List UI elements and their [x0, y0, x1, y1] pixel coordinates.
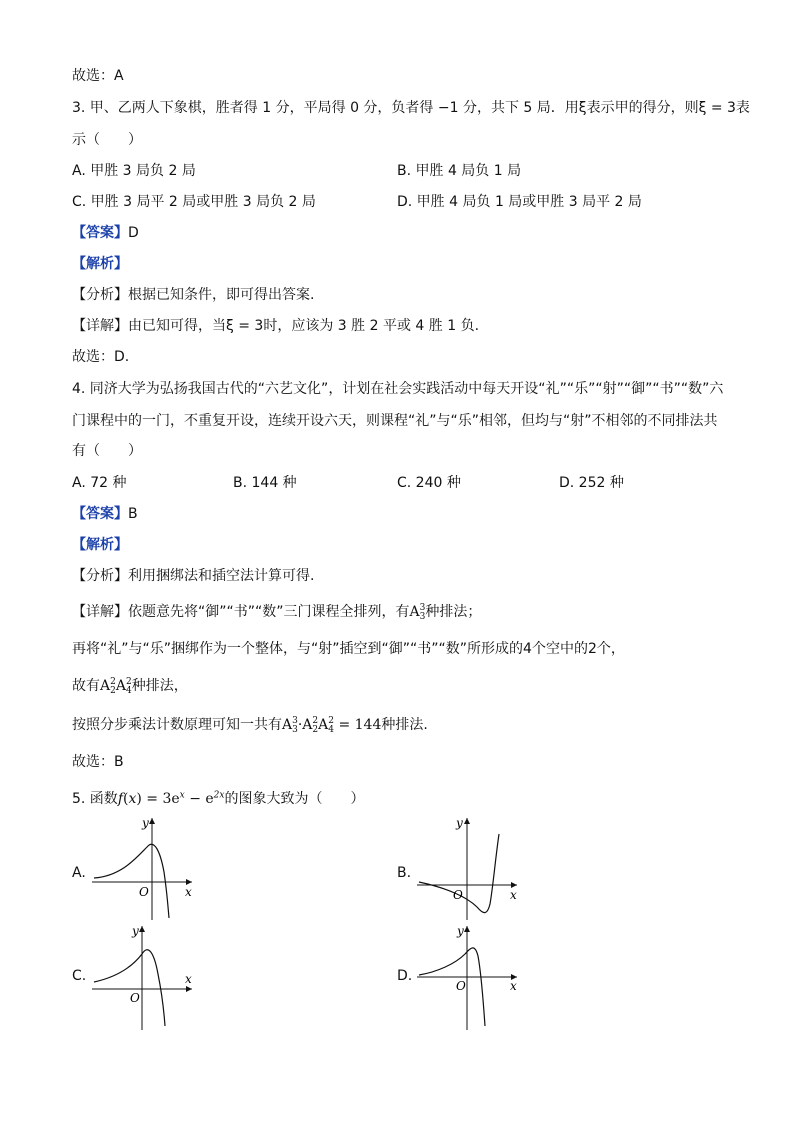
q4-line4	[72, 715, 428, 735]
formula-product: A 3 3 ·A 2 2 A 2 4	[282, 716, 335, 735]
q3-option-a[interactable]: A. 甲胜 3 局负 2 局	[72, 163, 196, 179]
q3-stem-line1: 3. 甲、乙两人下象棋，胜者得 1 分，平局得 0 分，负者得 −1 分，共下 5 局．用ξ表示甲的得分，则ξ = 3表	[72, 100, 750, 116]
q3-conclusion: 故选：D.	[72, 349, 130, 365]
q5-option-a-label[interactable]: A.	[72, 865, 86, 881]
q3-option-d[interactable]: D. 甲胜 4 局负 1 局或甲胜 3 局平 2 局	[397, 194, 642, 210]
q3-answer	[72, 223, 139, 243]
origin-label: O	[453, 888, 463, 902]
q4-analysis-tag	[72, 535, 128, 555]
y-arrow-icon	[139, 926, 145, 932]
detail-tag: 【详解】	[72, 318, 128, 334]
q5-stem	[72, 789, 364, 809]
q4-line2: 再将“礼”与“乐”捆绑作为一个整体，与“射”插空到“御”“书”“数”所形成的4个空中的2个，	[72, 641, 625, 657]
origin-label: O	[456, 979, 466, 993]
q4-stem-line3: 有（ ）	[72, 443, 142, 459]
q4-stem-line1: 4. 同济大学为弘扬我国古代的“六艺文化”，计划在社会实践活动中每天开设“礼”“乐”“射”“御”“书”“数”六	[72, 381, 724, 397]
q4-conclusion: 故选：B	[72, 754, 124, 770]
y-label: y	[142, 816, 149, 830]
q4-line3-pre: 故有	[72, 678, 100, 694]
analysis-tag: 【解析】	[72, 256, 128, 272]
graph-c[interactable]	[92, 922, 202, 1032]
formula-a33: A 3 3	[409, 603, 426, 622]
y-label: y	[132, 924, 139, 938]
q3-fenxi	[72, 285, 314, 305]
q4-line3-post: 种排法，	[131, 678, 188, 694]
q5-option-c-label[interactable]: C.	[72, 968, 87, 984]
detail-tag: 【详解】	[72, 604, 128, 620]
x-arrow-icon	[186, 986, 192, 992]
q3-stem-line2: 示（ ）	[72, 132, 142, 148]
q4-detail-tail: 种排法；	[425, 604, 482, 620]
answer-tag: 【答案】	[72, 506, 128, 522]
x-label: x	[510, 979, 517, 993]
curve	[94, 844, 169, 918]
q3-detail	[72, 316, 479, 336]
q4-detail-text: 依题意先将“御”“书”“数”三门课程全排列，有	[128, 604, 410, 620]
q5-option-b-label[interactable]: B.	[397, 865, 412, 881]
q4-stem-line2: 门课程中的一门，不重复开设，连续开设六天，则课程“礼”与“乐”相邻，但均与“射”不相邻的不同排法共	[72, 413, 718, 429]
graph-a[interactable]	[92, 812, 202, 922]
x-label: x	[185, 885, 192, 899]
analysis-tag: 【解析】	[72, 537, 128, 553]
origin-label: O	[139, 885, 149, 899]
q4-fenxi-text: 利用捆绑法和插空法计算可得.	[128, 568, 315, 584]
q3-analysis-tag	[72, 254, 128, 274]
formula-fx: $f(x) = 3e^x - e^{2x}$	[117, 790, 225, 807]
curve	[419, 948, 485, 1026]
answer-tag: 【答案】	[72, 225, 128, 241]
q4-option-c[interactable]: C. 240 种	[397, 475, 461, 491]
q4-line4-pre: 按照分步乘法计数原理可知一共有	[72, 717, 282, 733]
q3-option-b[interactable]: B. 甲胜 4 局负 1 局	[397, 163, 522, 179]
graph-b[interactable]	[417, 812, 527, 922]
y-label: y	[457, 924, 464, 938]
graph-d[interactable]	[417, 922, 527, 1032]
formula-result: = 144	[338, 717, 382, 733]
q4-detail	[72, 602, 481, 622]
formula-a22a42: A 2 2 A 2 4	[100, 677, 132, 696]
curve	[94, 950, 165, 1026]
q3-option-c[interactable]: C. 甲胜 3 局平 2 局或甲胜 3 局负 2 局	[72, 194, 316, 210]
y-label: y	[456, 816, 463, 830]
q3-detail-text: 由已知可得，当ξ = 3时，应该为 3 胜 2 平或 4 胜 1 负.	[128, 318, 480, 334]
y-arrow-icon	[464, 926, 470, 932]
q5-stem-post: 的图象大致为（ ）	[224, 791, 365, 807]
q4-line4-post: 种排法.	[381, 717, 428, 733]
q4-option-a[interactable]: A. 72 种	[72, 475, 127, 491]
x-label: x	[185, 972, 192, 986]
x-label: x	[510, 888, 517, 902]
q4-option-b[interactable]: B. 144 种	[233, 475, 297, 491]
prev-conclusion: 故选：A	[72, 68, 124, 84]
y-arrow-icon	[149, 818, 155, 824]
y-arrow-icon	[464, 818, 470, 824]
q4-option-d[interactable]: D. 252 种	[559, 475, 624, 491]
q3-answer-value: D	[128, 225, 139, 241]
q3-fenxi-text: 根据已知条件，即可得出答案.	[128, 287, 315, 303]
q4-answer	[72, 504, 138, 524]
q4-fenxi	[72, 566, 314, 586]
origin-label: O	[130, 991, 140, 1005]
q5-option-d-label[interactable]: D.	[397, 968, 413, 984]
q5-stem-pre: 5. 函数	[72, 791, 118, 807]
fenxi-tag: 【分析】	[72, 287, 128, 303]
q4-line3	[72, 676, 188, 696]
fenxi-tag: 【分析】	[72, 568, 128, 584]
q4-answer-value: B	[128, 506, 138, 522]
